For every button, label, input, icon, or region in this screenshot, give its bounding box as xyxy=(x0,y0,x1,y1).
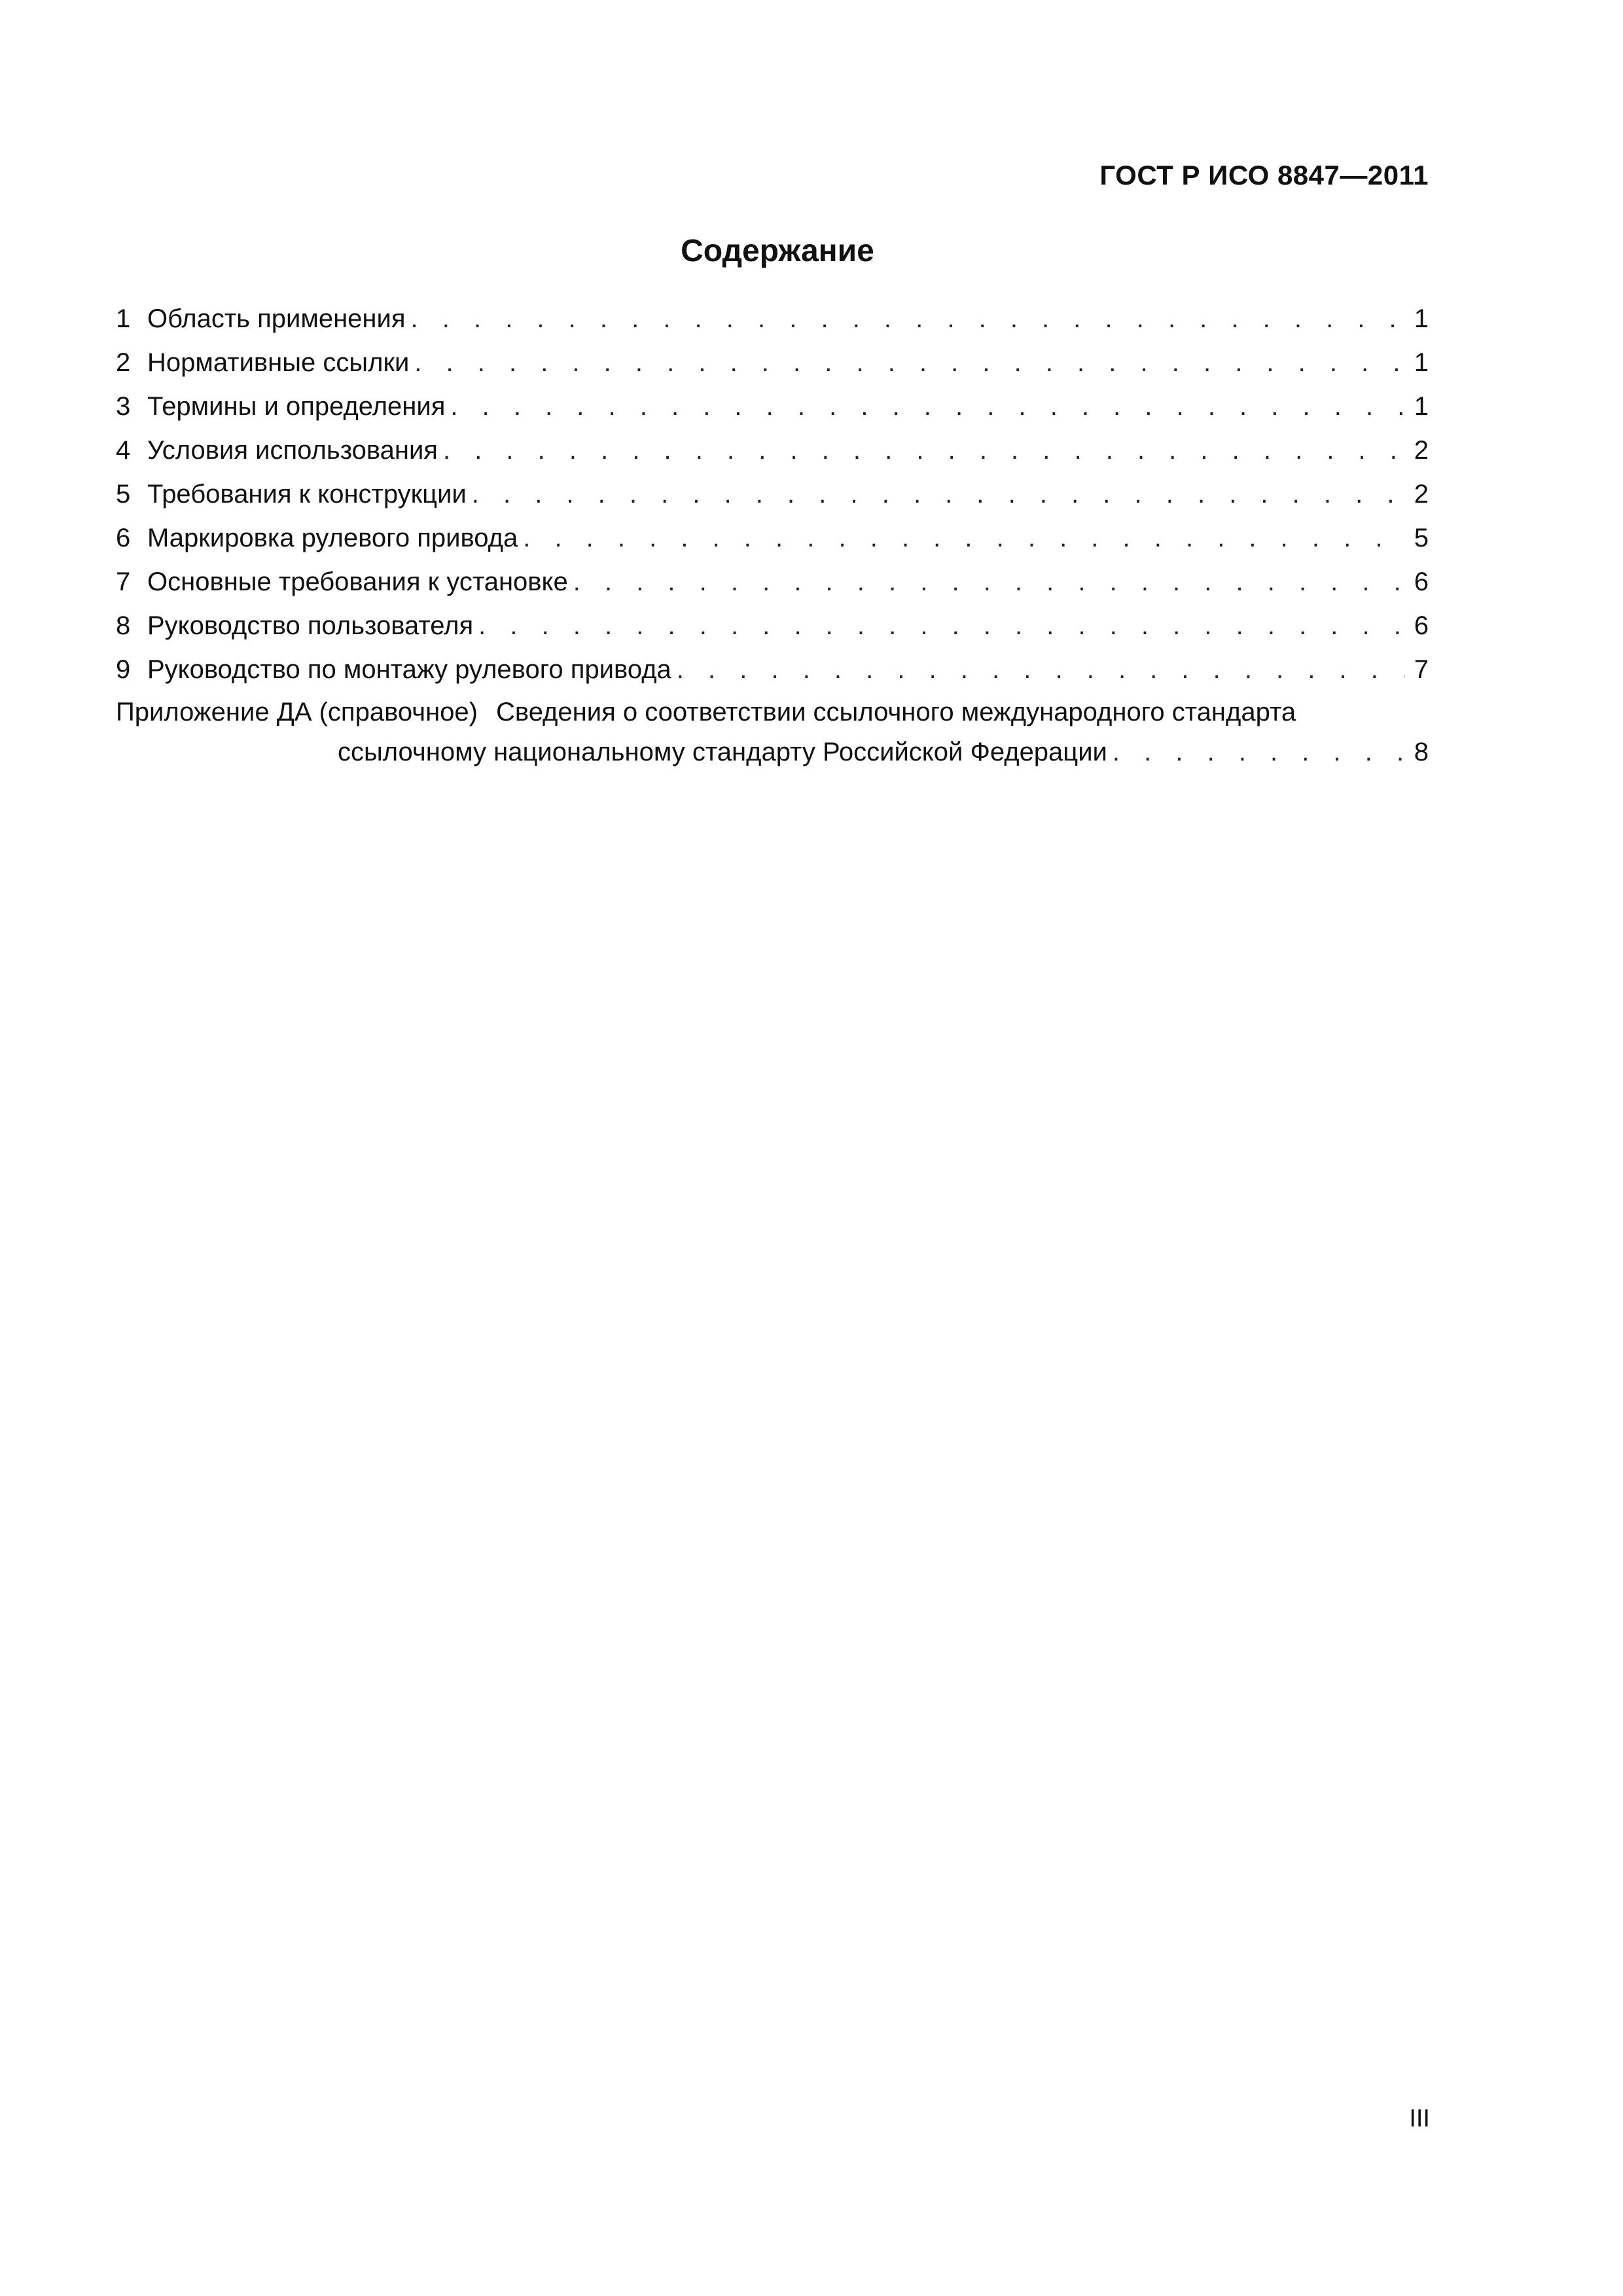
toc-entry-4[interactable] xyxy=(116,429,1429,473)
toc-entry-number: 2 xyxy=(116,348,131,377)
dot-leader xyxy=(414,341,1404,385)
toc-entry-number: 8 xyxy=(116,611,131,640)
toc-entry-label: Требования к конструкции xyxy=(147,480,467,509)
annex-prefix: Приложение ДА (справочное) xyxy=(116,698,478,726)
toc-entry-label: Маркировка рулевого привода xyxy=(147,524,518,552)
toc-entry-label: Основные требования к установке xyxy=(147,567,568,596)
toc-entry-page: 7 xyxy=(1414,655,1429,684)
toc-entry-label: Условия использования xyxy=(147,436,438,465)
toc-entry-number: 6 xyxy=(116,524,131,552)
table-of-contents xyxy=(116,297,1429,772)
document-standard-id: ГОСТ Р ИСО 8847—2011 xyxy=(1099,160,1429,190)
page-title: Содержание xyxy=(681,234,874,268)
toc-entry-2[interactable] xyxy=(116,341,1429,385)
dot-leader xyxy=(472,473,1405,516)
toc-entry-9[interactable] xyxy=(116,648,1429,692)
dot-leader xyxy=(411,297,1405,341)
toc-entry-number: 9 xyxy=(116,655,131,684)
dot-leader xyxy=(450,385,1404,429)
toc-entry-3[interactable] xyxy=(116,385,1429,429)
dot-leader xyxy=(443,429,1405,473)
toc-entry-1[interactable] xyxy=(116,297,1429,341)
annex-heading-line xyxy=(116,692,1429,732)
toc-entry-number: 7 xyxy=(116,567,131,596)
toc-entry-number: 5 xyxy=(116,480,131,509)
toc-entry-6[interactable] xyxy=(116,516,1429,560)
toc-entry-page: 1 xyxy=(1414,348,1429,377)
toc-entry-8[interactable] xyxy=(116,604,1429,648)
dot-leader xyxy=(573,560,1405,604)
toc-entry-7[interactable] xyxy=(116,560,1429,604)
toc-entry-annex-da[interactable] xyxy=(116,692,1429,772)
toc-entry-page: 2 xyxy=(1414,436,1429,465)
toc-entry-page: 2 xyxy=(1414,480,1429,509)
annex-title-continuation xyxy=(116,732,1429,772)
toc-entry-page: 6 xyxy=(1414,611,1429,640)
dot-leader xyxy=(1113,732,1405,772)
dot-leader xyxy=(677,648,1405,692)
toc-entry-number: 3 xyxy=(116,392,131,421)
toc-entry-page: 6 xyxy=(1414,567,1429,596)
toc-entry-number: 1 xyxy=(116,304,131,333)
page-number: III xyxy=(1409,2105,1430,2132)
toc-entry-5[interactable] xyxy=(116,473,1429,516)
toc-entry-label: Руководство по монтажу рулевого привода xyxy=(147,655,671,684)
toc-entry-page: 8 xyxy=(1414,738,1429,766)
toc-entry-page: 5 xyxy=(1414,524,1429,552)
dot-leader xyxy=(478,604,1405,648)
toc-entry-label: Термины и определения xyxy=(147,392,446,421)
annex-title-line1: Сведения о соответствии ссылочного международного стандарта xyxy=(496,698,1296,726)
toc-entry-label: Нормативные ссылки xyxy=(147,348,410,377)
toc-entry-number: 4 xyxy=(116,436,131,465)
toc-entry-label: Область применения xyxy=(147,304,406,333)
toc-entry-page: 1 xyxy=(1414,392,1429,421)
toc-entry-label: Руководство пользователя xyxy=(147,611,474,640)
dot-leader xyxy=(523,516,1405,560)
annex-title-line2: ссылочному национальному стандарту Российской Федерации xyxy=(338,738,1107,766)
toc-entry-page: 1 xyxy=(1414,304,1429,333)
